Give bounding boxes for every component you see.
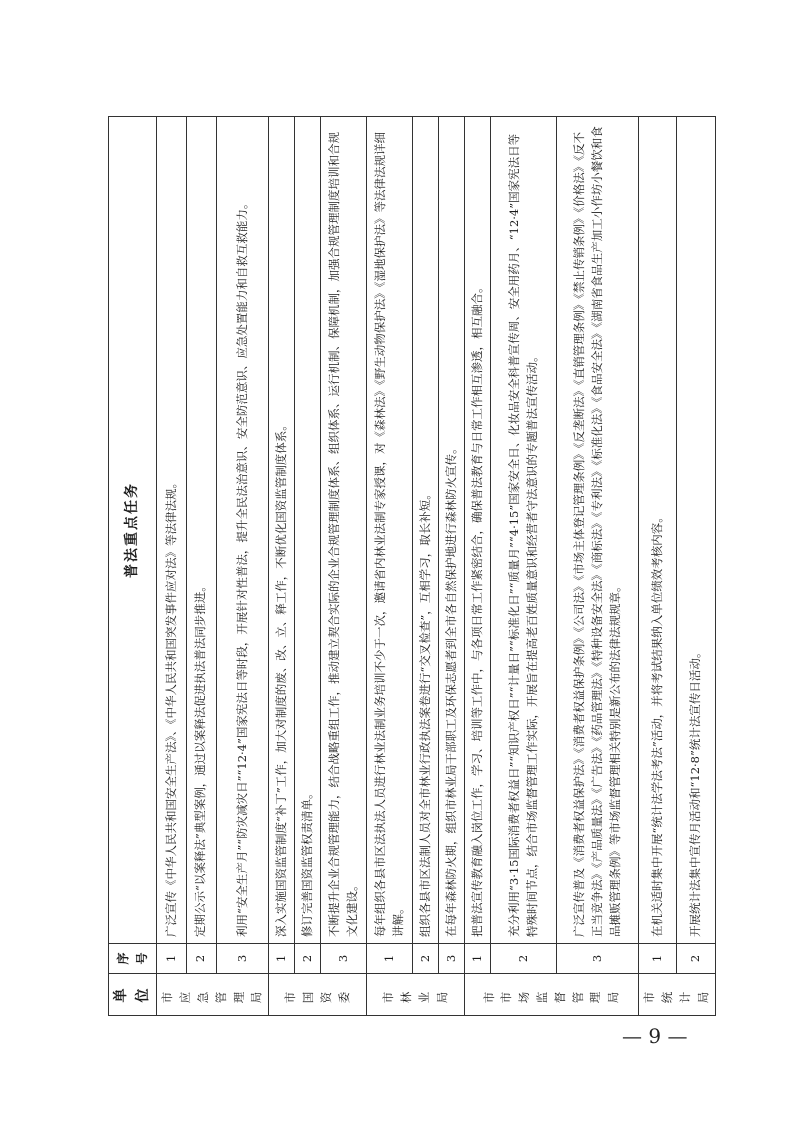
table-row <box>439 117 465 1016</box>
seq-cell: 2 <box>491 944 557 974</box>
header-task: 普法重点任务 <box>109 117 157 944</box>
task-cell: 深入实施国资监管制度“补丁”工作，加大对制度的废、改、立、释工作，不断优化国资监管制度体系。 <box>269 117 295 944</box>
unit-cell: 市林业局 <box>367 974 465 1016</box>
table-row <box>157 117 187 1016</box>
seq-cell: 1 <box>367 944 413 974</box>
seq-cell: 2 <box>413 944 439 974</box>
task-cell: 开展统计法集中宣传月活动和“12·8”统计法宣传日活动。 <box>677 117 715 944</box>
task-cell: 利用“安全生产月”“防灾减灾日”“12·4”国家宪法日等时段，开展针对性普法，提升全民法治意识、安全防范意识、应急处置能力和自救互救能力。 <box>216 117 269 944</box>
task-cell: 不断提升企业合规管理能力，结合战略重组工作，推动建立契合实际的企业合规管理制度体系、组织体系、运行机制、保障机制，加强合规管理制度培训和合规文化建设。 <box>321 117 367 944</box>
table-row <box>465 117 491 1016</box>
task-cell: 广泛宣传《中华人民共和国安全生产法》、《中华人民共和国突发事件应对法》等法律法规。 <box>157 117 187 944</box>
unit-cell: 市统计局 <box>639 974 715 1016</box>
task-cell: 每年组织各县市区法执法人员进行林业法制业务培训不少于一次，邀请省内林业法制专家授课，对《森林法》《野生动物保护法》《湿地保护法》等法律法规详细讲解。 <box>367 117 413 944</box>
table-row <box>677 117 715 1016</box>
seq-cell: 1 <box>269 944 295 974</box>
seq-cell: 2 <box>295 944 321 974</box>
task-cell: 在机关适时集中开展“统计法学法考法”活动，并将考试结果纳入单位绩效考核内容。 <box>639 117 677 944</box>
table-row <box>216 117 269 1016</box>
table-row <box>269 117 295 1016</box>
table-row <box>295 117 321 1016</box>
seq-cell: 1 <box>157 944 187 974</box>
table-row <box>321 117 367 1016</box>
header-seq: 序号 <box>109 944 157 974</box>
seq-cell: 3 <box>216 944 269 974</box>
rotated-table-container <box>108 116 710 1016</box>
task-cell: 定期公示“以案释法”典型案例，通过以案释法促进执法普法同步推进。 <box>187 117 217 944</box>
table-row <box>557 117 639 1016</box>
seq-cell: 3 <box>557 944 639 974</box>
unit-cell: 市应急管理局 <box>157 974 269 1016</box>
seq-cell: 2 <box>187 944 217 974</box>
table-header-row <box>109 117 157 1016</box>
unit-cell: 市国资委 <box>269 974 367 1016</box>
task-cell: 组织各县市区法制人员对全市林业行政执法案卷进行“交叉检查”，互相学习，取长补短。 <box>413 117 439 944</box>
table-row <box>413 117 439 1016</box>
seq-cell: 3 <box>439 944 465 974</box>
seq-cell: 2 <box>677 944 715 974</box>
law-tasks-table <box>108 116 716 1016</box>
seq-cell: 1 <box>465 944 491 974</box>
table-row <box>187 117 217 1016</box>
task-cell: 广泛宣传普及《消费者权益保护法》《消费者权益保护条例》《公司法》《市场主体登记管理条例》《反垄断法》《直销管理条例》《禁止传销条例》《价格法》《反不正当竞争法》《产品质量法》《广告法》《药品管理法》《特种设备安全法》《商标法》《专利法》《标准化法》《食品安全法》《湖南省食品生产加工小作坊小餐饮和食品摊贩管理条例》等市场监督管理相关特别是新公布的法律法规规章。 <box>557 117 639 944</box>
seq-cell: 3 <box>321 944 367 974</box>
page-number: — 9 — <box>622 1024 688 1048</box>
task-cell: 在每年森林防火期，组织市林业局干部职工及环保志愿者到全市各自然保护地进行森林防火宣传。 <box>439 117 465 944</box>
task-cell: 修订完善国资监管权责清单。 <box>295 117 321 944</box>
table-row <box>491 117 557 1016</box>
task-cell: 把普法宣传教育融入岗位工作，学习、培训等工作中，与各项日常工作紧密结合，确保普法教育与日常工作相互渗透，相互融合。 <box>465 117 491 944</box>
header-unit: 单位 <box>109 974 157 1016</box>
task-cell: 充分利用“3·15国际消费者权益日”“知识产权日”“计量日”“标准化日”“质量月”“4·15”国家安全日、化妆品安全科普宣传周、安全用药月、“12·4”国家宪法日等特殊时间节点，结合市场监督管理工作实际，开展旨在提高老百姓质量意识和经营者守法意识的专题普法宣传活动。 <box>491 117 557 944</box>
unit-cell: 市市场监督管理局 <box>465 974 639 1016</box>
table-row <box>367 117 413 1016</box>
seq-cell: 1 <box>639 944 677 974</box>
table-row <box>639 117 677 1016</box>
